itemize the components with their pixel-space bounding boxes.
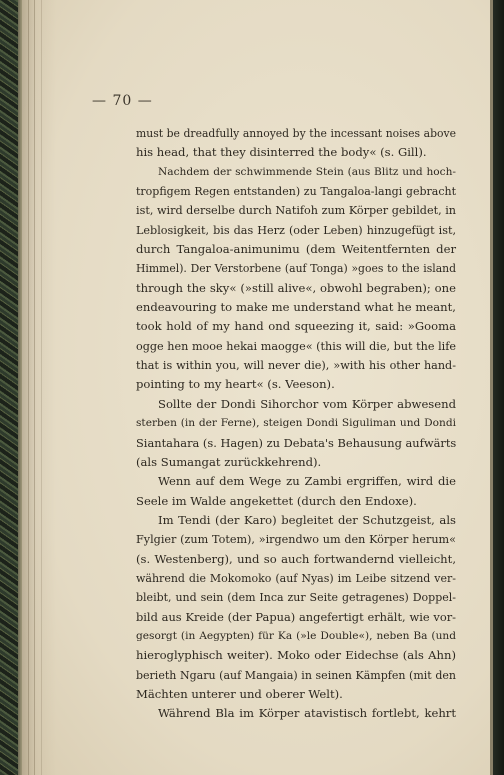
gutter-line	[41, 0, 42, 775]
paragraph	[136, 511, 456, 704]
text-line: through the sky« (»still alive«, obwohl begraben); one	[136, 280, 456, 295]
text-line: his head, that they disinterred the body« (s. Gill).	[136, 145, 427, 160]
text-line: Während Bla im Körper atavistisch fortlebt, kehrt	[158, 706, 456, 721]
text-line: während die Mokomoko (auf Nyas) im Leibe sitzend ver-	[136, 571, 456, 585]
text-line: must be dreadfully annoyed by the incessant noises above	[136, 127, 456, 140]
text-line: took hold of my hand ond squeezing it, said: »Gooma	[136, 319, 456, 334]
text-line: gesorgt (in Aegypten) für Ka (»le Double«), neben Ba (und	[136, 629, 456, 642]
paragraph	[136, 124, 456, 163]
page-number: — 70 —	[92, 93, 153, 109]
text-line: Im Tendi (der Karo) begleitet der Schutzgeist, als	[158, 512, 456, 527]
text-line: ist, wird derselbe durch Natifoh zum Körper gebildet, in	[136, 204, 456, 218]
text-line: bild aus Kreide (der Papua) angefertigt erhält, wie vor-	[136, 609, 456, 624]
text-line: that is within you, will never die), »with his other hand-	[136, 359, 456, 373]
text-line: (s. Westenberg), und so auch fortwandernd vielleicht,	[136, 551, 456, 566]
text-line: Leblosigkeit, bis das Herz (oder Leben) hinzugefügt ist,	[136, 223, 456, 237]
paragraph	[136, 163, 456, 395]
text-line: ogge hen mooe hekai maogge« (this will die, but the life	[136, 339, 456, 353]
paragraph	[136, 704, 456, 723]
text-line: tropfigem Regen entstanden) zu Tangaloa-langi gebracht	[136, 185, 456, 199]
paragraph	[136, 472, 456, 511]
text-line: (als Sumangat zurückkehrend).	[136, 454, 322, 469]
text-line: endeavouring to make me understand what he meant,	[136, 300, 456, 315]
text-line: Seele im Walde angekettet (durch den Endoxe).	[136, 493, 417, 508]
text-line: Mächten unterer und oberer Welt).	[136, 686, 343, 701]
gutter-line	[34, 0, 35, 775]
gutter-line	[28, 0, 29, 775]
text-line: sterben (in der Ferne), steigen Dondi Siguliman und Dondi	[136, 417, 456, 430]
text-line: Fylgier (zum Totem), »irgendwo um den Körper herum«	[136, 533, 456, 547]
text-line: Sollte der Dondi Sihorchor vom Körper abwesend	[158, 396, 456, 411]
text-line: Siantahara (s. Hagen) zu Debata's Behausung aufwärts	[136, 435, 457, 450]
page-edge-strip	[490, 0, 493, 775]
text-line: hieroglyphisch weiter). Moko oder Eidechse (als Ahn)	[136, 648, 456, 663]
text-line: Wenn auf dem Wege zu Zambi ergriffen, wird die	[158, 474, 456, 489]
paragraph	[136, 395, 456, 472]
text-line: durch Tangaloa-animunimu (dem Weitentfernten der	[136, 242, 456, 257]
text-line: pointing to my heart« (s. Veeson).	[136, 377, 335, 392]
body-text	[136, 124, 456, 724]
text-line: bleibt, und sein (dem Inca zur Seite getragenes) Doppel-	[136, 591, 456, 605]
text-line: Himmel). Der Verstorbene (auf Tonga) »goes to the island	[136, 262, 456, 276]
text-line: Nachdem der schwimmende Stein (aus Blitz und hoch-	[158, 165, 456, 178]
text-line: berieth Ngaru (auf Mangaia) in seinen Kämpfen (mit den	[136, 668, 456, 682]
